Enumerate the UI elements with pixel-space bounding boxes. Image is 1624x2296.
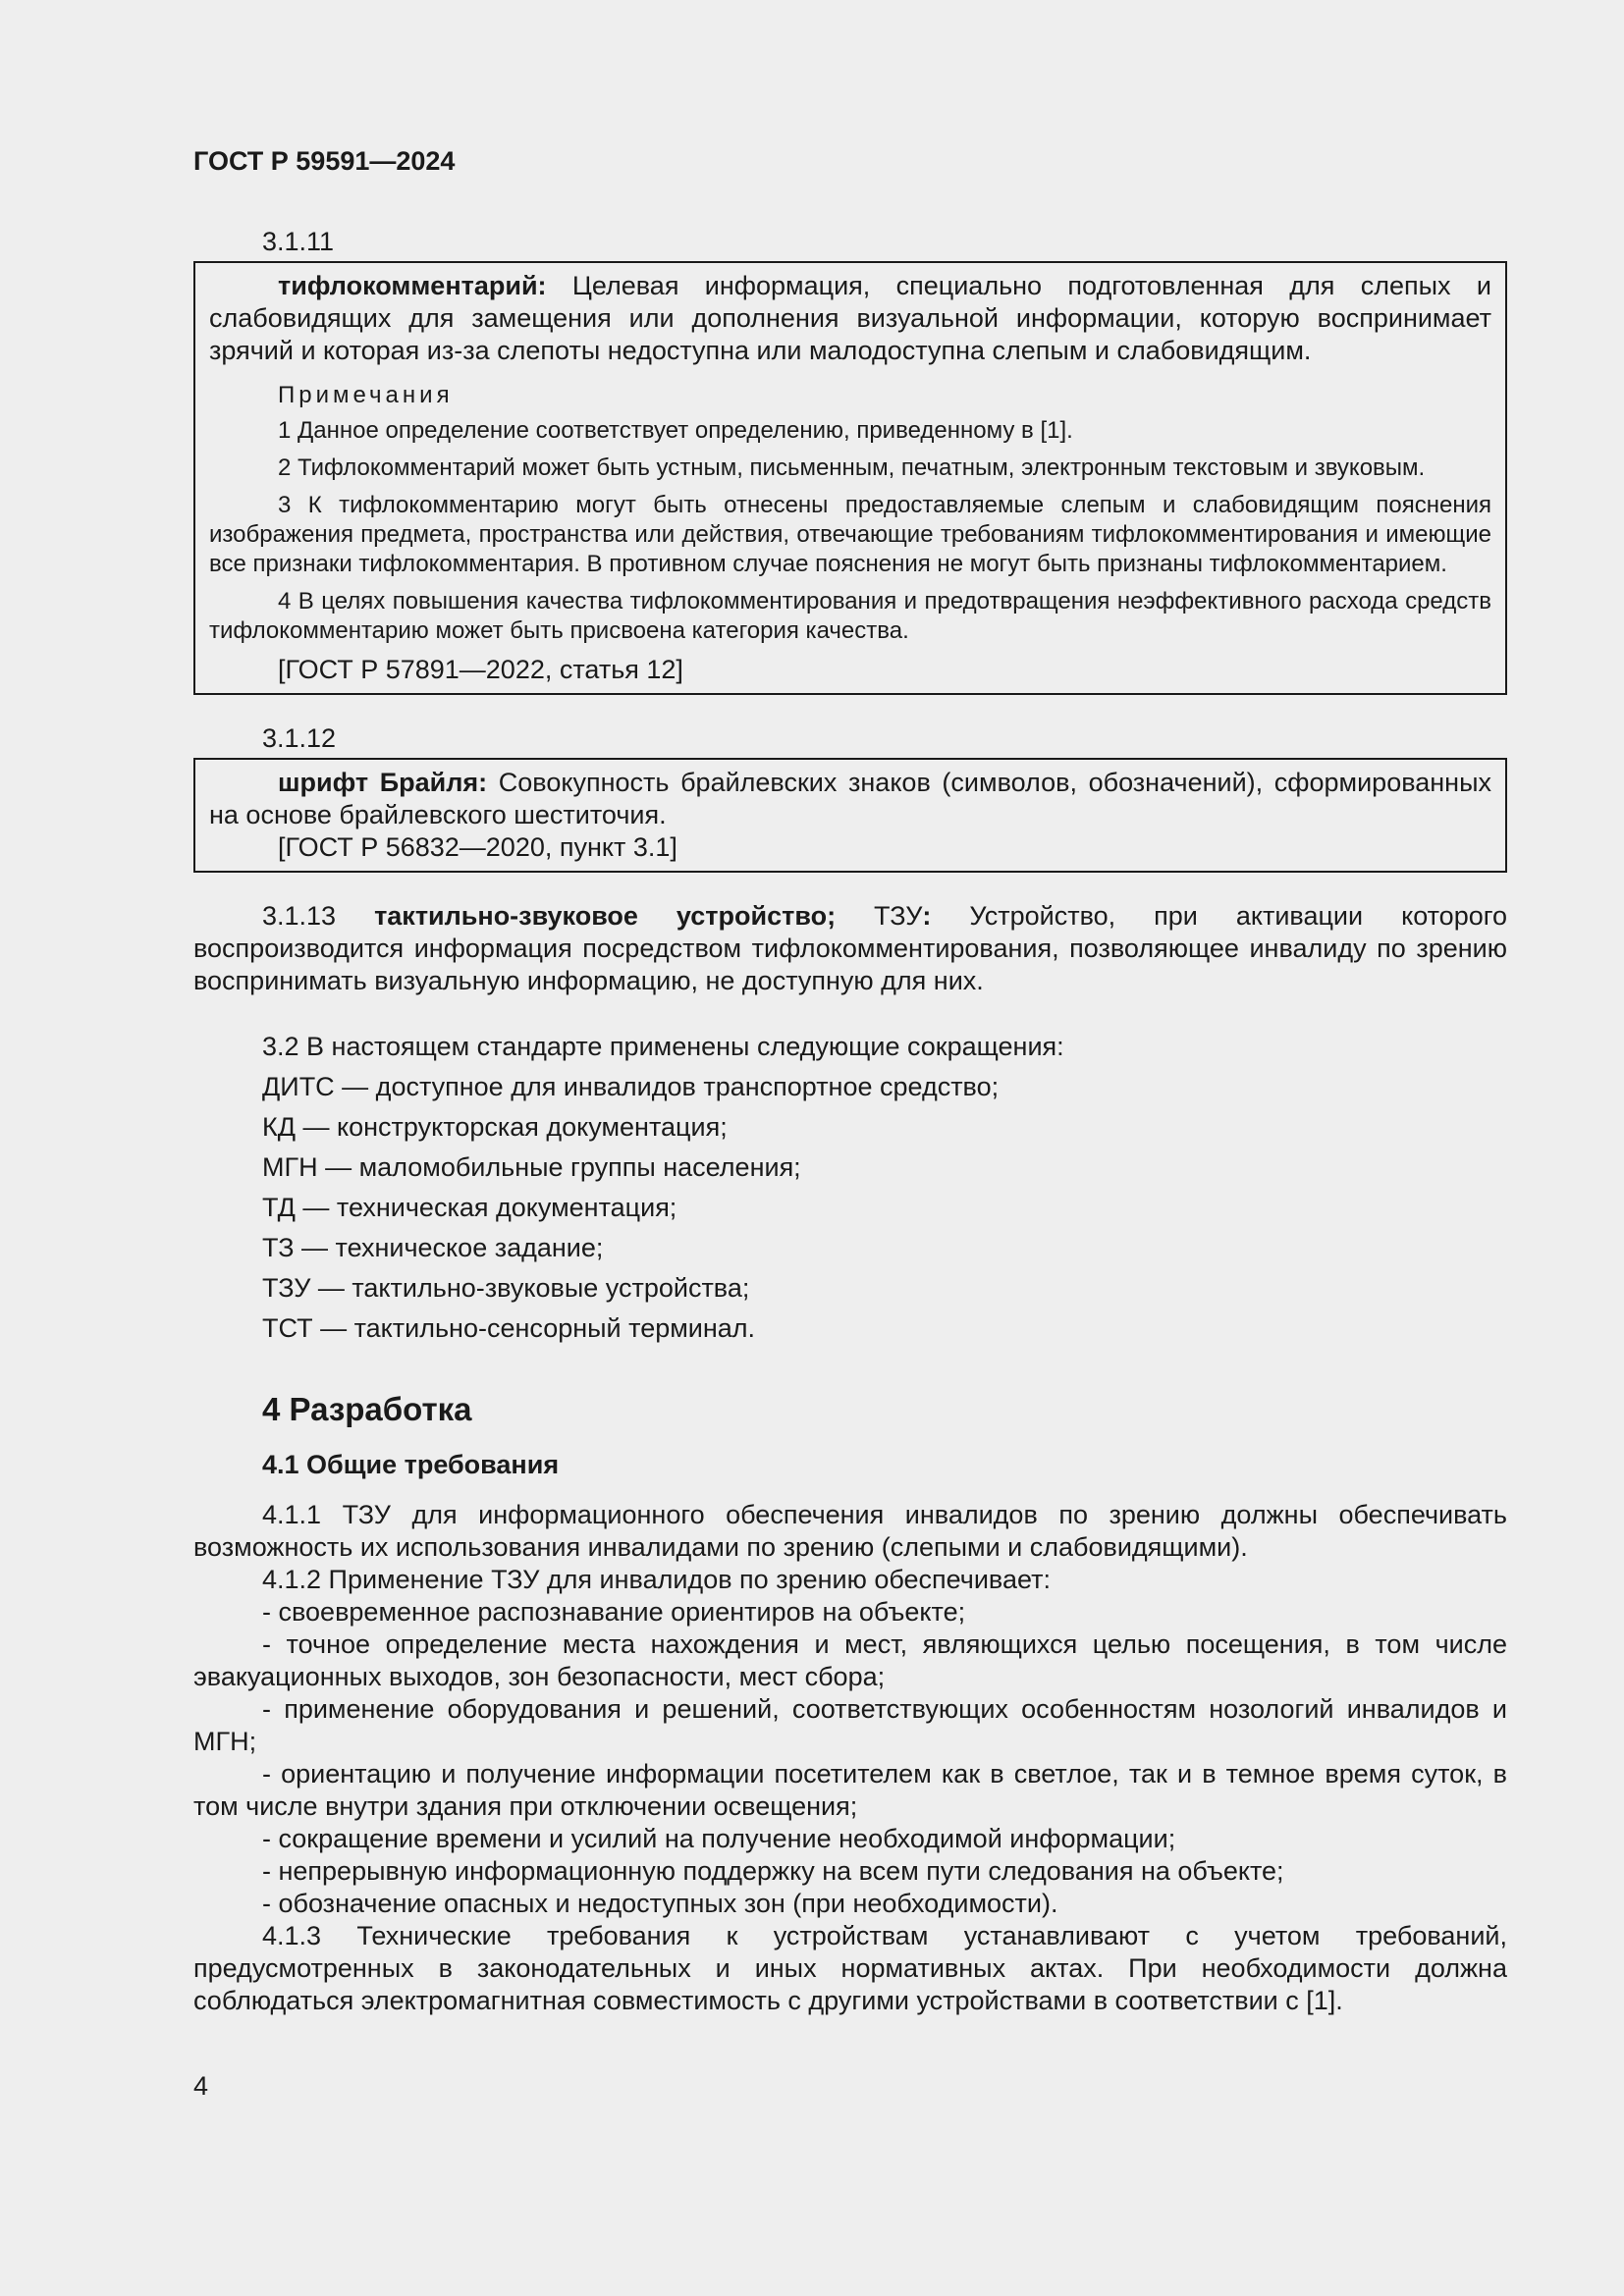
paragraph-4-1-3: 4.1.3 Технические требования к устройствам устанавливают с учетом требований, предусмотренных в законодательных и иных нормативных актах. При необходимости должна соблюдаться электромагнитная совместимость с другими устройствами в соответствии с [1]. <box>193 1921 1507 2015</box>
term-definition-text: Устройство, при активации которого воспроизводится информация посредством тифлокомментирования, позволяющее инвалиду по зрению воспринимать визуальную информацию, не доступную для них. <box>193 901 1507 995</box>
notes-block <box>209 381 1491 646</box>
term-number: 3.1.12 <box>262 723 337 753</box>
abbreviation-item: ТЗ — техническое задание; <box>262 1233 604 1262</box>
term-definition <box>209 767 1491 831</box>
abbreviation-item: ДИТС — доступное для инвалидов транспортное средство; <box>262 1072 1000 1101</box>
list-item: - точное определение места нахождения и мест, являющихся целью посещения, в том числе эвакуационных выходов, зон безопасности, мест сбора; <box>193 1629 1507 1691</box>
term-number: 3.1.13 <box>262 901 375 931</box>
term-definition <box>209 270 1491 367</box>
note-item: 3 К тифлокомментарию могут быть отнесены предоставляемые слепым и слабовидящим пояснения изображения предмета, пространства или действия, отвечающие требованиям тифлокомментирования и имеющие все признаки тифлокомментария. В противном случае пояснения не могут быть признаны тифлокомментарием. <box>209 492 1491 577</box>
note-item: 4 В целях повышения качества тифлокомментирования и предотвращения неэффективного расхода средств тифлокомментарию может быть присвоена категория качества. <box>209 588 1491 644</box>
paragraph-4-1-1: 4.1.1 ТЗУ для информационного обеспечения инвалидов по зрению должны обеспечивать возможность их использования инвалидами по зрению (слепыми и слабовидящими). <box>193 1500 1507 1562</box>
term-abbr: ТЗУ <box>836 901 923 931</box>
notes-title: Примечания <box>278 382 454 408</box>
term-definition-text: Совокупность брайлевских знаков (символов, обозначений), сформированных на основе брайлевского шеститочия. <box>209 768 1491 829</box>
term-box-braille <box>193 758 1507 873</box>
list-item: - обозначение опасных и недоступных зон (при необходимости). <box>262 1889 1058 1918</box>
document-header: ГОСТ Р 59591—2024 <box>193 146 456 176</box>
abbreviation-item: ТСТ — тактильно-сенсорный терминал. <box>262 1313 756 1343</box>
list-item: - непрерывную информационную поддержку на всем пути следования на объекте; <box>262 1856 1284 1886</box>
section-title: 4 Разработка <box>262 1391 472 1427</box>
subsection-title: 4.1 Общие требования <box>262 1450 560 1479</box>
paragraph-4-1-2: 4.1.2 Применение ТЗУ для инвалидов по зрению обеспечивает: <box>262 1565 1051 1594</box>
term-3-1-13 <box>193 900 1507 997</box>
term-name: тактильно-звуковое устройство; <box>374 901 837 931</box>
list-item: - своевременное распознавание ориентиров на объекте; <box>262 1597 966 1627</box>
abbreviation-item: МГН — маломобильные группы населения; <box>262 1152 801 1182</box>
document-page <box>193 145 1507 2017</box>
note-item: 1 Данное определение соответствует определению, приведенному в [1]. <box>278 417 1073 444</box>
page-number: 4 <box>193 2071 209 2101</box>
abbreviation-item: ТД — техническая документация; <box>262 1193 677 1222</box>
note-item: 2 Тифлокомментарий может быть устным, письменным, печатным, электронным текстовым и звуковым. <box>278 454 1426 481</box>
term-name: шрифт Брайля: <box>278 768 488 797</box>
term-name: тифлокомментарий: <box>278 271 547 300</box>
list-item: - сокращение времени и усилий на получение необходимой информации; <box>262 1824 1176 1853</box>
abbreviation-item: ТЗУ — тактильно-звуковые устройства; <box>262 1273 750 1303</box>
term-reference: [ГОСТ Р 57891—2022, статья 12] <box>278 655 683 684</box>
term-box-tiflokommentariy <box>193 261 1507 695</box>
term-reference: [ГОСТ Р 56832—2020, пункт 3.1] <box>278 832 677 862</box>
term-colon: : <box>922 901 932 931</box>
term-definition-text: Целевая информация, специально подготовленная для слепых и слабовидящих для замещения или дополнения визуальной информации, которую воспринимает зрячий и которая из-за слепоты недоступна или малодоступна слепым и слабовидящим. <box>209 271 1491 365</box>
list-item: - ориентацию и получение информации посетителем как в светлое, так и в темное время суток, в том числе внутри здания при отключении освещения; <box>193 1759 1507 1821</box>
abbreviations-intro: 3.2 В настоящем стандарте применены следующие сокращения: <box>262 1032 1064 1061</box>
list-item: - применение оборудования и решений, соответствующих особенностям нозологий инвалидов и МГН; <box>193 1694 1507 1756</box>
term-number: 3.1.11 <box>262 227 335 256</box>
abbreviation-item: КД — конструкторская документация; <box>262 1112 728 1142</box>
